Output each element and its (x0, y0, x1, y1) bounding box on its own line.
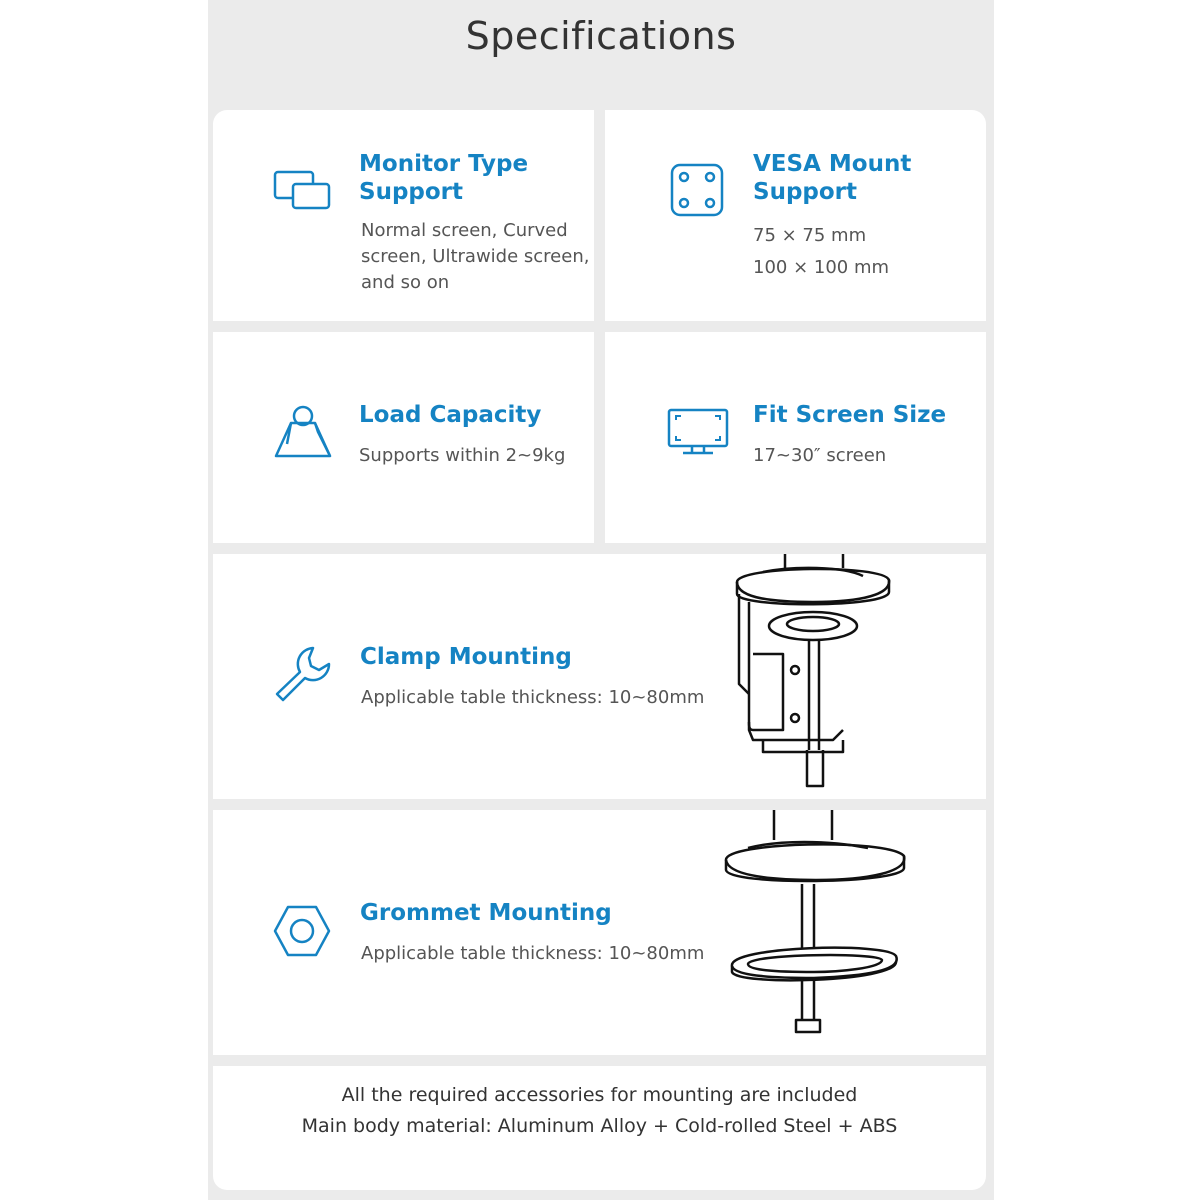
spec-description: 17~30″ screen (753, 445, 887, 466)
spec-card-grommet (213, 810, 986, 1055)
spec-description: Applicable table thickness: 10~80mm (361, 687, 705, 708)
spec-description: Normal screen, Curved screen, Ultrawide screen, and so on (361, 220, 590, 293)
spec-description: Supports within 2~9kg (359, 445, 566, 466)
footer-notes (213, 1080, 986, 1142)
spec-heading: Fit Screen Size (753, 402, 947, 428)
hex-nut-icon (273, 904, 331, 958)
spec-description: 75 × 75 mm 100 × 100 mm (753, 225, 890, 278)
footer-line: All the required accessories for mounting are included (341, 1084, 858, 1106)
spec-heading: Load Capacity (359, 402, 542, 428)
weight-icon (273, 404, 333, 460)
vesa-plate-icon (669, 162, 725, 218)
spec-heading: Monitor Type Support (359, 151, 529, 205)
screen-size-icon (667, 408, 729, 456)
spec-card-screen-size (605, 332, 986, 543)
spec-heading: Grommet Mounting (360, 900, 612, 926)
footer-line: Main body material: Aluminum Alloy + Cold-rolled Steel + ABS (301, 1115, 898, 1137)
wrench-icon (273, 644, 333, 704)
spec-card-monitor-type (213, 110, 594, 321)
page-title: Specifications (465, 14, 737, 58)
monitors-icon (273, 170, 333, 212)
spec-card-clamp (213, 554, 986, 799)
footer-card (213, 1066, 986, 1190)
desk-clamp-illustration (723, 554, 923, 794)
spec-heading: Clamp Mounting (360, 644, 572, 670)
spec-heading: VESA Mount Support (753, 151, 912, 205)
grommet-illustration (718, 810, 908, 1050)
spec-card-vesa (605, 110, 986, 321)
spec-card-load (213, 332, 594, 543)
spec-description: Applicable table thickness: 10~80mm (361, 943, 705, 964)
